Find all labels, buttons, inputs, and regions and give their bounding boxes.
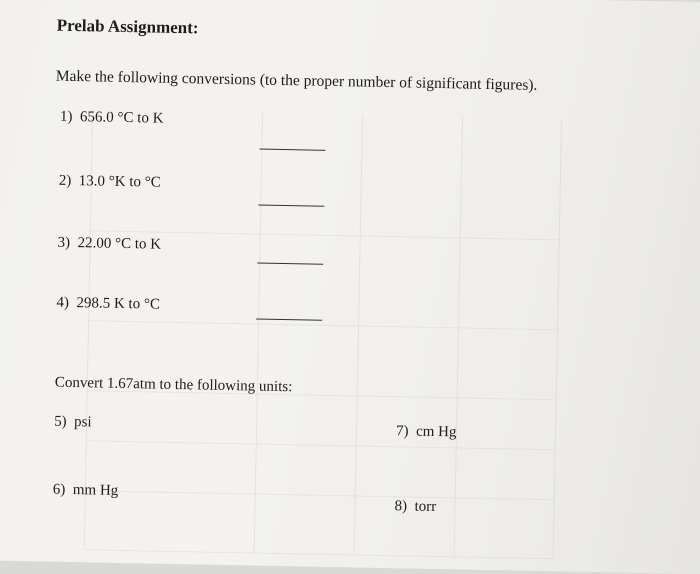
unit-5 (54, 414, 92, 432)
problem-4-text: 298.5 K to °C (76, 295, 161, 313)
problem-1-number: 1) (59, 108, 73, 125)
unit-6-text: mm Hg (72, 482, 119, 499)
unit-5-number: 5) (53, 413, 67, 430)
problem-2-number: 2) (58, 172, 72, 189)
problem-1 (60, 109, 164, 128)
unit-8 (394, 498, 436, 516)
page-title: Prelab Assignment: (56, 15, 199, 38)
unit-7 (396, 423, 457, 441)
problem-4 (56, 295, 160, 314)
unit-6-number: 6) (52, 481, 66, 498)
problem-3-number: 3) (57, 234, 71, 251)
unit-7-number: 7) (395, 423, 409, 440)
unit-5-text: psi (73, 414, 92, 431)
unit-7-text: cm Hg (415, 423, 457, 441)
problem-2 (59, 173, 161, 192)
problem-1-text: 656.0 °C to K (79, 109, 164, 127)
problem-3 (57, 235, 161, 254)
unit-8-number: 8) (394, 498, 408, 515)
unit-6 (53, 482, 119, 500)
problem-3-text: 22.00 °C to K (77, 235, 162, 253)
unit-8-text: torr (414, 498, 437, 516)
convert-prompt: Convert 1.67atm to the following units: (54, 374, 293, 396)
problem-2-text: 13.0 °K to °C (78, 173, 161, 191)
instructions: Make the following conversions (to the proper number of significant figures). (55, 67, 538, 94)
problem-4-number: 4) (56, 294, 70, 311)
